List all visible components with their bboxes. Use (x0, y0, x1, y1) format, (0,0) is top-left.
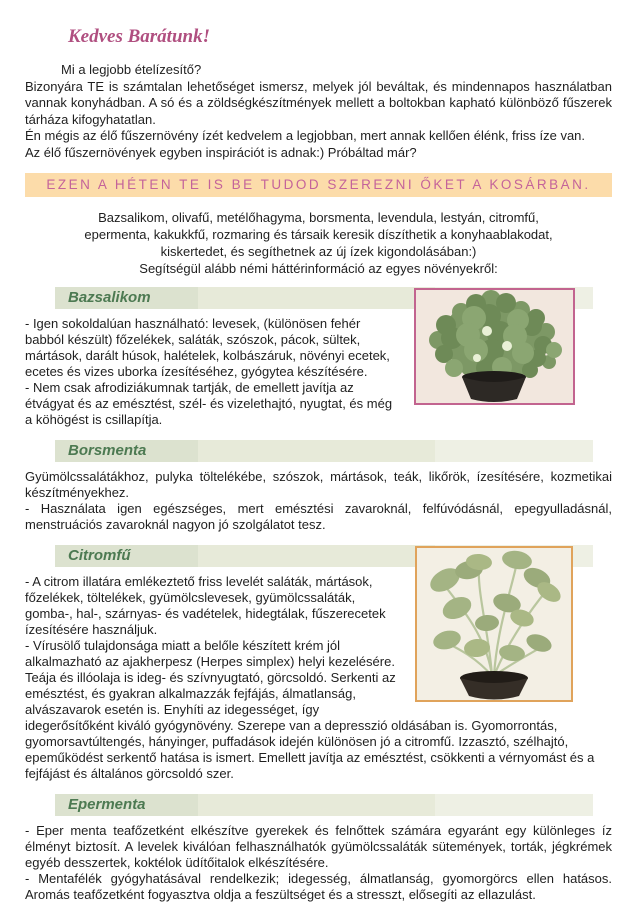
promo-banner: EZEN A HÉTEN TE IS BE TUDOD SZEREZNI ŐKET A KOSÁRBAN. (25, 173, 612, 197)
citromfu-paragraph-1: - A citrom illatára emlékeztető friss levelét saláták, mártások, főzelékek, töltelékek, gyümölcslevesek, gyümölcssaláták, gomba-, hal-, szárnyas- és vadételek, hidegtálak, fűszerecetek ízesítésére használjuk. (25, 574, 386, 637)
basil-plant-illustration (416, 290, 573, 403)
bazsalikom-paragraph-2: - Nem csak afrodiziákumnak tartják, de emellett javítja az étvágyat és az emésztést, szél- és vizelethajtó, nyugtat, és még a köhögést is csillapítja. (25, 380, 393, 427)
herb-list-line-3: kiskertedet, és segíthetnek az új ízek kigondolásában:) (160, 244, 477, 259)
section-title: Epermenta (68, 796, 146, 813)
bazsalikom-paragraph-1: - Igen sokoldalúan használható: levesek, (különösen fehér babból készült) főzelékek, saláták, szószok, pácok, sültek, mártások, darált húsok, halételek, kolbászáruk, növényi ecetek, ecetes és vizes uborka ízesítéséhez, gyógytea készítésére. (25, 316, 390, 379)
epermenta-paragraph-1: - Eper menta teafőzetként elkészítve gyerekek és felnőttek számára egyaránt egy különleges íz élményt biztosít. A levelek kiválóan felhasználhatók gyümölcssaláták sütemények, torták, jégkrémek egyéb desszertek, koktélok üdítőitalok elkészítésére. (25, 823, 612, 870)
basil-plant-photo (414, 288, 575, 405)
page-title: Kedves Barátunk! (68, 26, 210, 47)
epermenta-paragraph-2: - Mentafélék gyógyhatásával rendelkezik; idegesség, álmatlanság, gyomorgörcs ellen hatásos. Aromás teafőzetként fogyasztva oldja a feszültséget és a stresszt, elősegíti az ellazulást. (25, 871, 612, 902)
section-citromfu (25, 545, 612, 782)
section-title: Citromfű (68, 547, 131, 564)
herb-list-line-2: epermenta, kakukkfű, rozmaring és társaik keresik díszíthetik a konyhaablakodat, (84, 227, 553, 242)
section-title: Borsmenta (68, 442, 147, 459)
intro-question: Mi a legjobb ételízesítő? (61, 62, 202, 77)
intro-paragraph-2: Én mégis az élő fűszernövény ízét kedvelem a legjobban, mert annak kellően élénk, friss íze van. (25, 128, 586, 143)
borsmenta-paragraph-2: - Használata igen egészséges, mert emésztési zavaroknál, felfúvódásnál, epegyulladásnál, menstruációs zavaroknál nagyon jó szolgálatot tesz. (25, 501, 612, 532)
lemon-balm-plant-photo (415, 546, 573, 702)
herb-list-line-4: Segítségül alább némi háttérinformáció az egyes növényekről: (139, 261, 498, 276)
section-header-epermenta (55, 794, 593, 816)
section-title: Bazsalikom (68, 289, 151, 306)
herb-list-line-1: Bazsalikom, olivafű, metélőhagyma, borsmenta, levendula, lestyán, citromfű, (98, 210, 539, 225)
citromfu-paragraph-2: - Vírusölő tulajdonsága miatt a belőle készített krém jól alkalmazható az ajakherpesz (Herpes simplex) helyi kezelésére. Teája és illóolaja is ideg- és szívnyugtató, görcsoldó. Serkenti az emésztést, és gyakran alkalmazzák fejfájás, álmatlanság, alvászavarok esetén is. Enyhíti az idegességet, így idegerősítőként kiváló gyógynövény. Szerepe van a depresszió oldásában is. Gyomorrontás, gyomorsavtúltengés, hányinger, puffadások idején különösen jó a citromfű. Izzasztó, szélhajtó, epeműködést serkentő hatása is ismert. Emellett javítja az emésztést, csökkenti a vérnyomást és a fejfájást és általános görcsoldó szer. (25, 638, 595, 781)
section-epermenta (25, 794, 612, 903)
herb-list-intro (25, 209, 612, 277)
borsmenta-paragraph-1: Gyümölcssalátákhoz, pulyka töltelékébe, szószok, mártások, teák, likőrök, ízesítésére, kozmetikai készítményekhez. (25, 469, 612, 500)
intro-paragraph-3: Az élő fűszernövények egyben inspirációt is adnak:) Próbáltad már? (25, 144, 417, 160)
section-header-borsmenta (55, 440, 593, 462)
section-bazsalikom (25, 287, 612, 428)
intro-paragraph-1: Bizonyára TE is számtalan lehetőséget ismersz, melyek jól beváltak, és mindennapos használatban vannak konyhádban. A só és a zöldségkészítmények mellett a boltokban kapható különböző fűszerek tárháza kifogyhatatlan. (25, 78, 612, 127)
lemon-balm-plant-illustration (417, 548, 571, 700)
section-borsmenta (25, 440, 612, 533)
